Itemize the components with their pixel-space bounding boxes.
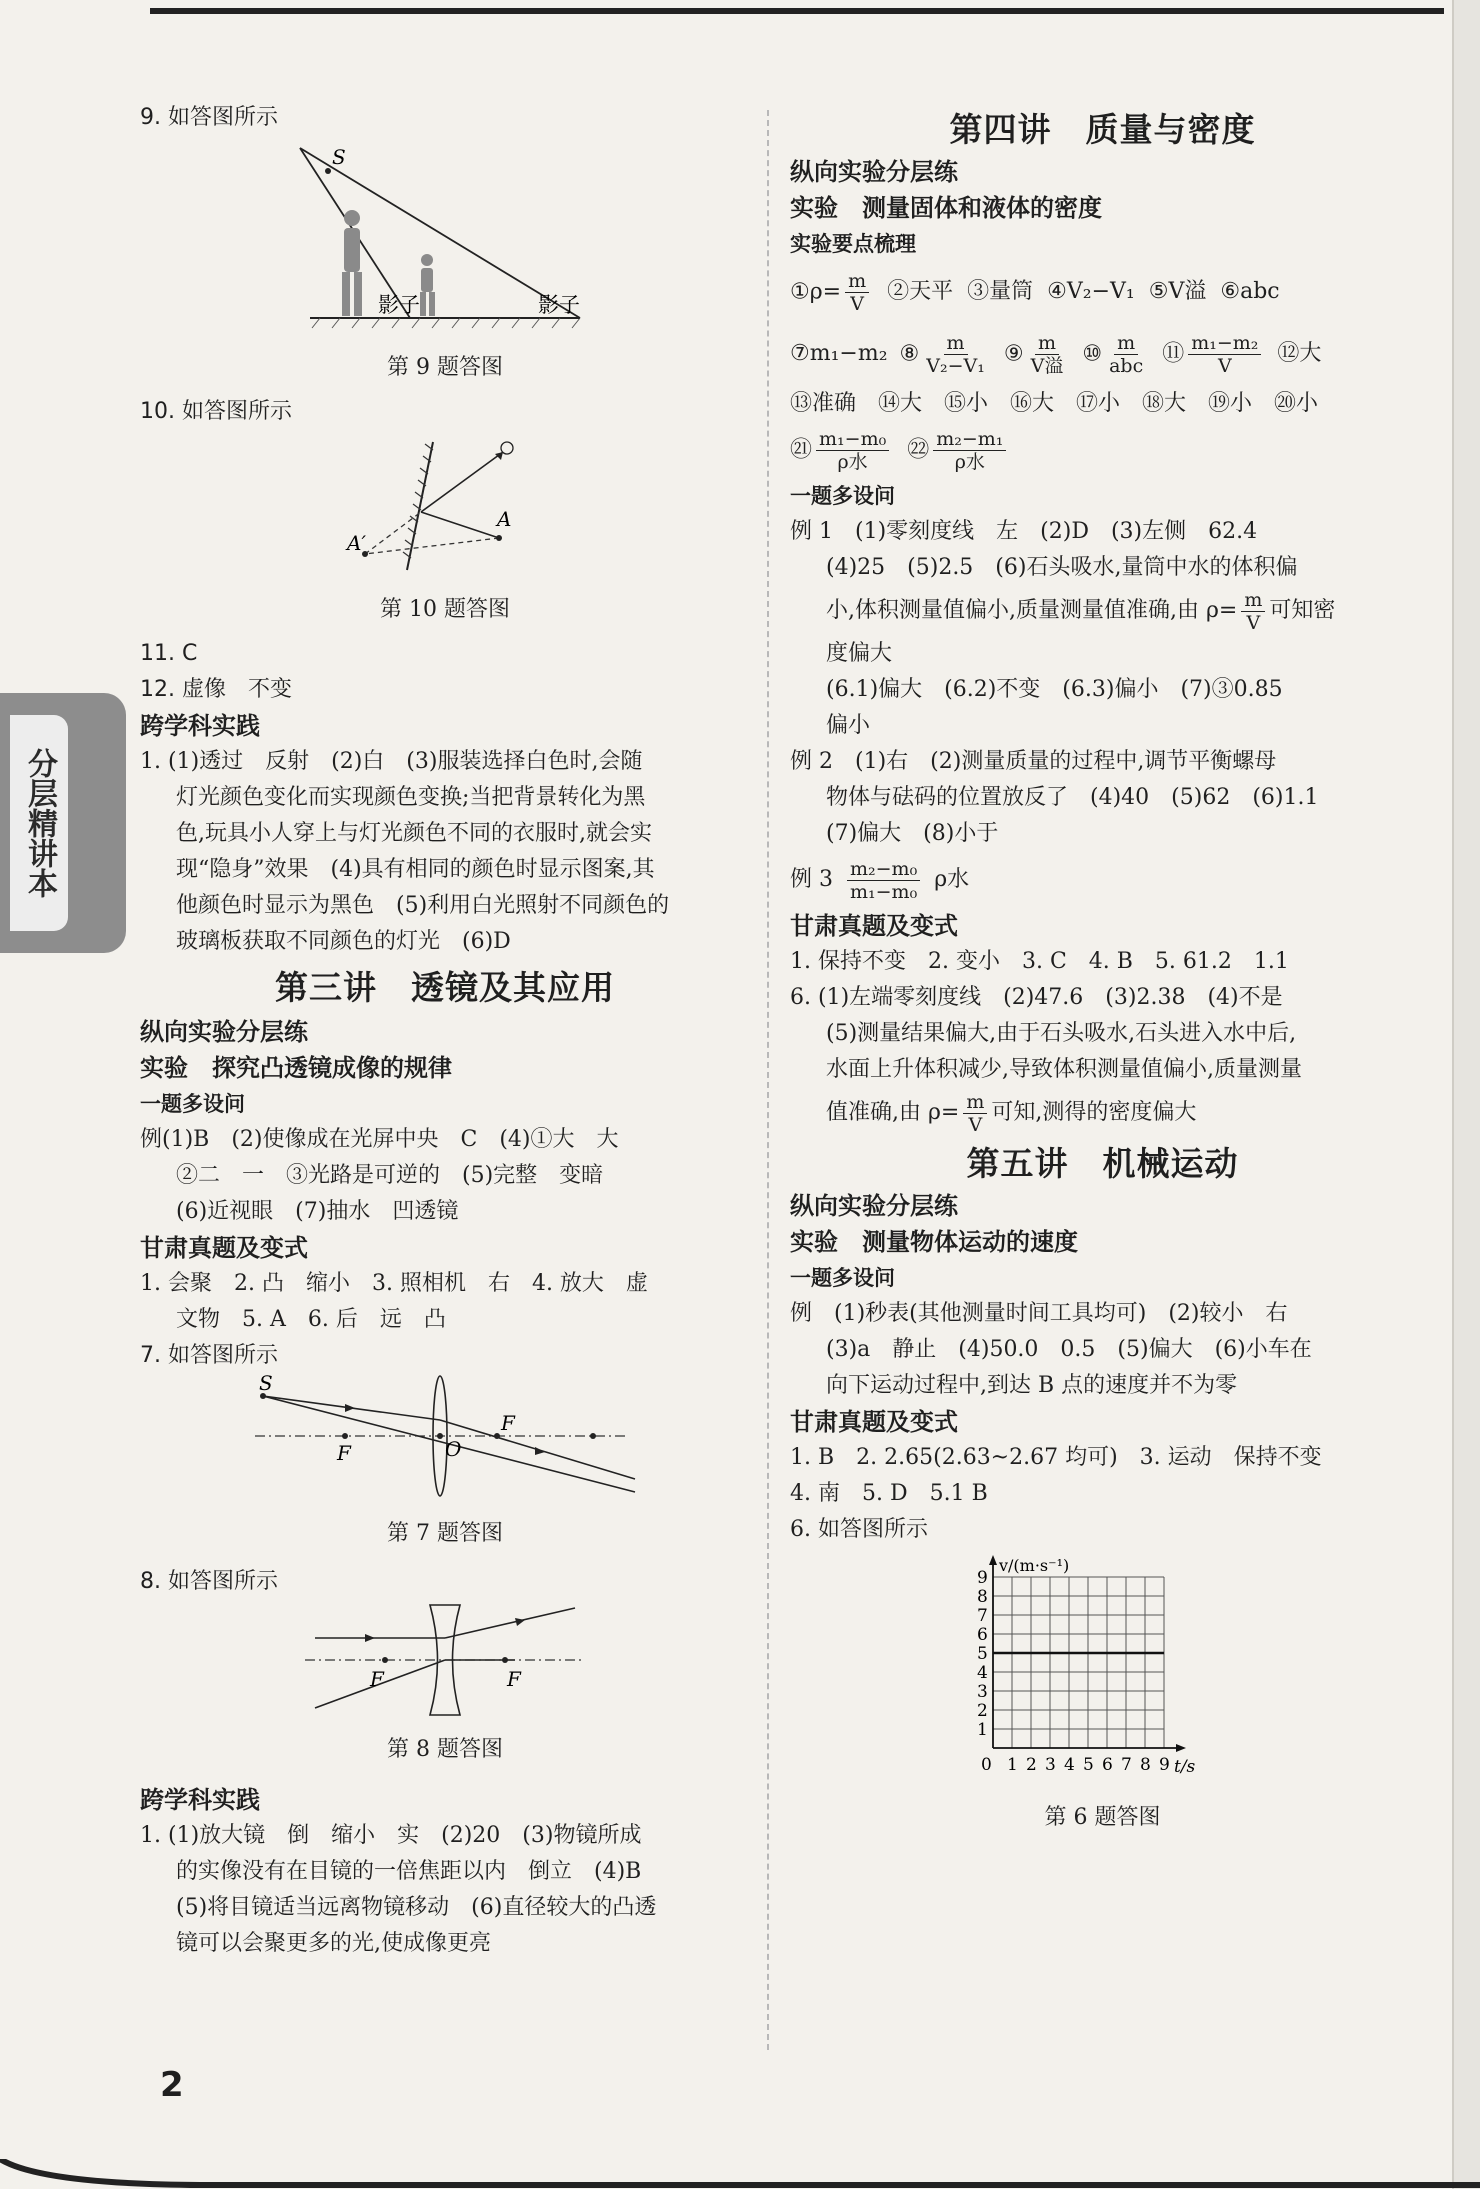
y-tick-label: 8	[976, 1587, 988, 1607]
y-tick-label: 1	[976, 1720, 988, 1740]
x-axis-label: t/s	[1173, 1757, 1195, 1777]
q11: 11. C	[140, 641, 198, 666]
x-tick-label: 6	[1101, 1755, 1113, 1775]
q12: 12. 虚像 不变	[140, 677, 292, 702]
q7-label-o: O	[445, 1437, 462, 1461]
q8-intro: 8. 如答图所示	[140, 1569, 278, 1594]
ex1-line-3: 小,体积测量值偏小,质量测量值准确,由 ρ= $\frac{m}{V}$ 可知密	[826, 588, 1336, 634]
q9-label-s: S	[332, 145, 346, 169]
l4-experiment: 实验 测量固体和液体的密度	[790, 194, 1102, 222]
l5-gansu-line-2: 4. 南 5. D 5.1 B	[790, 1481, 988, 1506]
points-row-3: ⑬准确 ⑭大 ⑮小 ⑯大 ⑰小 ⑱大 ⑲小 ⑳小	[790, 391, 1319, 416]
q9-intro: 9. 如答图所示	[140, 105, 278, 130]
q7-figure	[140, 1374, 750, 1516]
side-tab	[0, 693, 126, 953]
l5-example-line-2: (3)a 静止 (4)50.0 0.5 (5)偏大 (6)小车在	[826, 1337, 1312, 1362]
q9-caption: 第 9 题答图	[387, 355, 503, 380]
l5-gansu-line-3: 6. 如答图所示	[790, 1517, 928, 1542]
q7-intro: 7. 如答图所示	[140, 1343, 278, 1368]
q9-label-shadow2: 影子	[538, 293, 580, 317]
points-row-2: ⑦m₁−m₂ ⑧ $\frac{m}{\text{V₂−V₁}}$ ⑨ $\frac{m}{\text{V溢}}$ ⑩ $\frac{m}{\text{abc}}$ ⑪ $\frac{\text{m₁−m₂}}{V}$ ⑫大	[790, 331, 1322, 377]
top-border	[150, 8, 1444, 14]
l4-gansu-line-5: 值准确,由 ρ= $\frac{m}{V}$ 可知,测得的密度偏大	[826, 1090, 1197, 1136]
q7-caption: 第 7 题答图	[387, 1521, 503, 1546]
l3-example-line-3: (6)近视眼 (7)抽水 凹透镜	[176, 1199, 459, 1224]
x-tick-label: 3	[1044, 1755, 1056, 1775]
q10-label-a: A	[497, 507, 512, 531]
cross2-line-2: 的实像没有在目镜的一倍焦距以内 倒立 (4)B	[176, 1859, 642, 1884]
l4-multi-question: 一题多设问	[790, 484, 895, 508]
vt-chart-svg	[953, 1548, 1253, 1788]
bottom-edge	[0, 2159, 1480, 2189]
ex1-line-4: 度偏大	[826, 641, 893, 666]
l3-gansu-line-2: 文物 5. A 6. 后 远 凸	[176, 1307, 446, 1332]
ex1-line-2: (4)25 (5)2.5 (6)石头吸水,量筒中水的体积偏	[826, 555, 1298, 580]
ex1-line-1: 例 1 (1)零刻度线 左 (2)D (3)左侧 62.4	[790, 519, 1258, 544]
q8-caption: 第 8 题答图	[387, 1737, 503, 1762]
y-axis-arrow	[989, 1555, 997, 1565]
q10-caption: 第 10 题答图	[380, 597, 510, 622]
q7-label-f1: F	[337, 1441, 351, 1465]
x-tick-label: 9	[1158, 1755, 1170, 1775]
y-tick-label: 5	[976, 1644, 988, 1664]
l4-subtitle: 纵向实验分层练	[790, 158, 958, 186]
q10-intro: 10. 如答图所示	[140, 399, 292, 424]
q7-label-f2: F	[501, 1411, 515, 1435]
cross-line-4: 现“隐身”效果 (4)具有相同的颜色时显示图案,其	[176, 857, 655, 882]
cross-practice-title: 跨学科实践	[140, 712, 260, 740]
q10-label-a-prime: A′	[347, 531, 366, 555]
q8-label-f1: F	[370, 1667, 384, 1691]
x-tick-label: 7	[1120, 1755, 1132, 1775]
q8-label-f2: F	[507, 1667, 521, 1691]
l3-gansu-title: 甘肃真题及变式	[140, 1234, 308, 1262]
l5-gansu-title: 甘肃真题及变式	[790, 1408, 958, 1436]
right-column	[790, 100, 1415, 1836]
l4-gansu-line-3: (5)测量结果偏大,由于石头吸水,石头进入水中后,	[826, 1021, 1297, 1046]
l5-gansu-line-1: 1. B 2. 2.65(2.63~2.67 均可) 3. 运动 保持不变	[790, 1445, 1322, 1470]
side-tab-label: 分层精讲本	[22, 748, 57, 898]
l3-multi-question: 一题多设问	[140, 1092, 245, 1116]
l5-example-line-3: 向下运动过程中,到达 B 点的速度并不为零	[826, 1373, 1238, 1398]
column-divider	[767, 110, 769, 2050]
l4-gansu-line-1: 1. 保持不变 2. 变小 3. C 4. B 5. 61.2 1.1	[790, 949, 1289, 974]
left-column	[140, 100, 750, 1962]
q9-label-shadow1: 影子	[378, 293, 420, 317]
ex1-line-6: 偏小	[826, 713, 871, 738]
q8-figure	[140, 1600, 750, 1732]
l5-subtitle: 纵向实验分层练	[790, 1192, 958, 1220]
y-tick-label: 7	[976, 1606, 988, 1626]
y-tick-label: 4	[976, 1663, 988, 1683]
cross-line-6: 玻璃板获取不同颜色的灯光 (6)D	[176, 929, 511, 954]
cross2-line-1: 1. (1)放大镜 倒 缩小 实 (2)20 (3)物镜所成	[140, 1823, 642, 1848]
y-axis-label: v/(m·s⁻¹)	[998, 1556, 1069, 1575]
l4-points-title: 实验要点梳理	[790, 232, 916, 256]
l3-example-line-1: 例(1)B (2)使像成在光屏中央 C (4)①大 大	[140, 1127, 619, 1152]
cross-line-5: 他颜色时显示为黑色 (5)利用白光照射不同颜色的	[176, 893, 670, 918]
x-tick-label: 2	[1025, 1755, 1037, 1775]
l5-experiment: 实验 测量物体运动的速度	[790, 1228, 1078, 1256]
y-tick-label: 6	[976, 1625, 988, 1645]
l5-example-line-1: 例 (1)秒表(其他测量时间工具均可) (2)较小 右	[790, 1301, 1288, 1326]
x-tick-label: 8	[1139, 1755, 1151, 1775]
ex2-line-3: (7)偏大 (8)小于	[826, 821, 999, 846]
ex3-line: 例 3 $\frac{\text{m₂−m₀}}{\text{m₁−m₀}}$ ρ水	[790, 857, 970, 903]
cross2-line-4: 镜可以会聚更多的光,使成像更亮	[176, 1931, 491, 1956]
l4-gansu-line-2: 6. (1)左端零刻度线 (2)47.6 (3)2.38 (4)不是	[790, 985, 1283, 1010]
cross-line-2: 灯光颜色变化而实现颜色变换;当把背景转化为黑	[176, 785, 646, 810]
cross-line-3: 色,玩具小人穿上与灯光颜色不同的衣服时,就会实	[176, 821, 652, 846]
q10-figure	[140, 430, 750, 592]
q7-label-s: S	[259, 1374, 273, 1395]
l3-example-line-2: ②二 一 ③光路是可逆的 (5)完整 变暗	[176, 1163, 604, 1188]
y-tick-label: 3	[976, 1682, 988, 1702]
ex2-line-2: 物体与砝码的位置放反了 (4)40 (5)62 (6)1.1	[826, 785, 1319, 810]
ex1-line-5: (6.1)偏大 (6.2)不变 (6.3)偏小 (7)③0.85	[826, 677, 1283, 702]
x-tick-label: 1	[1006, 1755, 1018, 1775]
x-tick-label: 4	[1063, 1755, 1075, 1775]
lecture4-title: 第四讲 质量与密度	[949, 110, 1256, 149]
l3-subtitle: 纵向实验分层练	[140, 1018, 308, 1046]
l5-multi-question: 一题多设问	[790, 1266, 895, 1290]
lecture5-title: 第五讲 机械运动	[966, 1144, 1239, 1183]
cross2-title: 跨学科实践	[140, 1786, 260, 1814]
q9-figure	[140, 138, 750, 350]
x-tick-label: 0	[980, 1755, 992, 1775]
y-tick-label: 9	[976, 1568, 988, 1588]
cross-line-1: 1. (1)透过 反射 (2)白 (3)服装选择白色时,会随	[140, 749, 643, 774]
l4-gansu-line-4: 水面上升体积减少,导致体积测量值偏小,质量测量	[826, 1057, 1302, 1082]
page-edge	[1452, 0, 1480, 2189]
ex2-line-1: 例 2 (1)右 (2)测量质量的过程中,调节平衡螺母	[790, 749, 1277, 774]
q6-caption: 第 6 题答图	[1044, 1805, 1161, 1830]
page-number: 2	[160, 2065, 184, 2105]
q6-chart	[790, 1548, 1415, 1800]
l3-gansu-line-1: 1. 会聚 2. 凸 缩小 3. 照相机 右 4. 放大 虚	[140, 1271, 648, 1296]
x-tick-label: 5	[1082, 1755, 1094, 1775]
y-tick-label: 2	[976, 1701, 988, 1721]
points-row-1: ①ρ= $\frac{m}{V}$ ②天平 ③量筒 ④V₂−V₁ ⑤V溢 ⑥abc	[790, 269, 1280, 315]
x-axis-arrow	[1176, 1744, 1186, 1752]
cross2-line-3: (5)将目镜适当远离物镜移动 (6)直径较大的凸透	[176, 1895, 657, 1920]
lecture3-title: 第三讲 透镜及其应用	[275, 968, 615, 1007]
points-row-4: ㉑ $\frac{\text{m₁−m₀}}{\text{ρ水}}$ ㉒ $\frac{\text{m₂−m₁}}{\text{ρ水}}$	[790, 422, 1415, 478]
l4-gansu-title: 甘肃真题及变式	[790, 912, 958, 940]
l3-experiment: 实验 探究凸透镜成像的规律	[140, 1054, 452, 1082]
